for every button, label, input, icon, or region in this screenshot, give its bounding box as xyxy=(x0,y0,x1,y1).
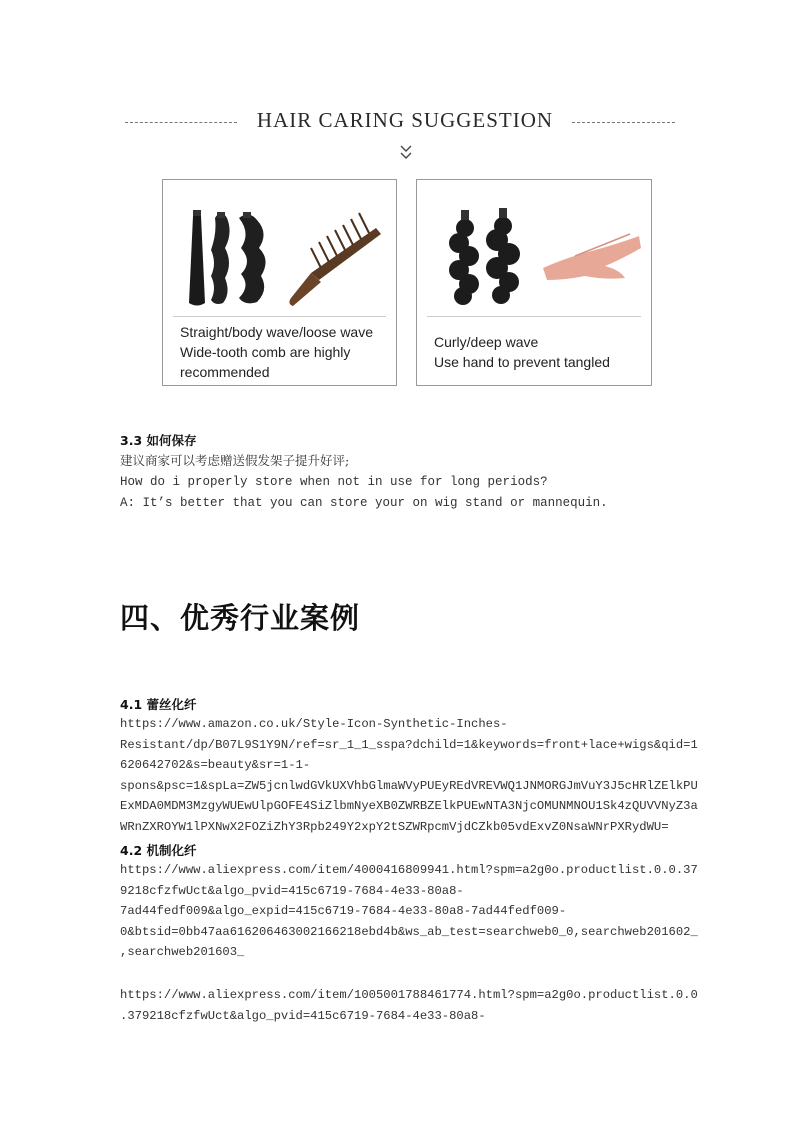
double-chevron-down-icon xyxy=(398,143,414,161)
url-line: https://www.aliexpress.com/item/1005001788461774.html?spm=a2g0o.productlist.0.0 xyxy=(120,988,698,1002)
card-caption xyxy=(434,332,643,372)
caption-line: recommended xyxy=(180,364,270,380)
caption-line: Straight/body wave/loose wave xyxy=(180,324,373,340)
url-line: WRnZXROYW1lPXNwX2FOZiZhY3Rpb249Y2xpY2tSZWRpcmVjdCZkb05vdExvZ0NsaWNrPXRydWU= xyxy=(120,819,669,834)
aliexpress-link-2[interactable] xyxy=(120,985,698,1026)
url-line: Resistant/dp/B07L9S1Y9N/ref=sr_1_1_sspa?dchild=1&keywords=front+lace+wigs&qid=1 xyxy=(120,737,698,752)
card-divider xyxy=(173,316,386,317)
banner-dash-right xyxy=(572,122,675,123)
storage-question: How do i properly store when not in use for long periods? xyxy=(120,475,548,489)
curly-hair-hand-image xyxy=(425,188,645,313)
hair-card-straight xyxy=(162,179,397,386)
section-4-1-heading: 4.1 蕾丝化纤 xyxy=(120,697,197,712)
url-line: https://www.amazon.co.uk/Style-Icon-Synthetic-Inches- xyxy=(120,717,508,731)
banner-title: HAIR CARING SUGGESTION xyxy=(256,108,554,132)
hair-caring-banner xyxy=(125,108,675,138)
caption-line: Wide-tooth comb are highly xyxy=(180,344,351,360)
amazon-link[interactable] xyxy=(120,714,698,838)
card-caption xyxy=(180,322,388,382)
aliexpress-link-1[interactable] xyxy=(120,860,698,963)
url-line: https://www.aliexpress.com/item/4000416809941.html?spm=a2g0o.productlist.0.0.37 xyxy=(120,863,698,877)
caption-line: Curly/deep wave xyxy=(434,334,539,350)
url-line: ,searchweb201603_ xyxy=(120,945,245,960)
url-line: 0&btsid=0bb47aa616206463002166218ebd4b&ws_ab_test=searchweb0_0,searchweb201602_ xyxy=(120,924,698,939)
section-4-2-heading: 4.2 机制化纤 xyxy=(120,843,197,858)
url-line: ExMDA0MDM3MzgyWUEwUlpGOFE4SiZlbmNyeXB0ZWRBZElkPUEwNTA3NjcOMUNMNOU1Sk4zQUVVNyZ3a xyxy=(120,799,698,814)
section-4-heading: 四、优秀行业案例 xyxy=(120,601,361,635)
straight-hair-comb-image xyxy=(171,188,390,313)
url-line: spons&psc=1&spLa=ZW5jcnlwdGVkUXVhbGlmaWVyPUEyREdVREVWQ1JNMORGJmVuY3J5cHRlZElkPU xyxy=(120,778,698,793)
caption-line: Use hand to prevent tangled xyxy=(434,354,610,370)
url-line: 620642702&s=beauty&sr=1-1- xyxy=(120,758,311,773)
hair-card-curly xyxy=(416,179,652,386)
storage-answer: A: It’s better that you can store your on wig stand or mannequin. xyxy=(120,496,608,510)
card-divider xyxy=(427,316,641,317)
url-line: 9218cfzfwUct&algo_pvid=415c6719-7684-4e33-80a8- xyxy=(120,883,464,898)
banner-dash-left xyxy=(125,122,237,123)
section-3-3-heading: 3.3 如何保存 xyxy=(120,433,197,448)
storage-note: 建议商家可以考虑赠送假发架子提升好评; xyxy=(120,453,350,468)
url-line: .379218cfzfwUct&algo_pvid=415c6719-7684-4e33-80a8- xyxy=(120,1008,486,1023)
url-line: 7ad44fedf009&algo_expid=415c6719-7684-4e33-80a8-7ad44fedf009- xyxy=(120,904,567,919)
